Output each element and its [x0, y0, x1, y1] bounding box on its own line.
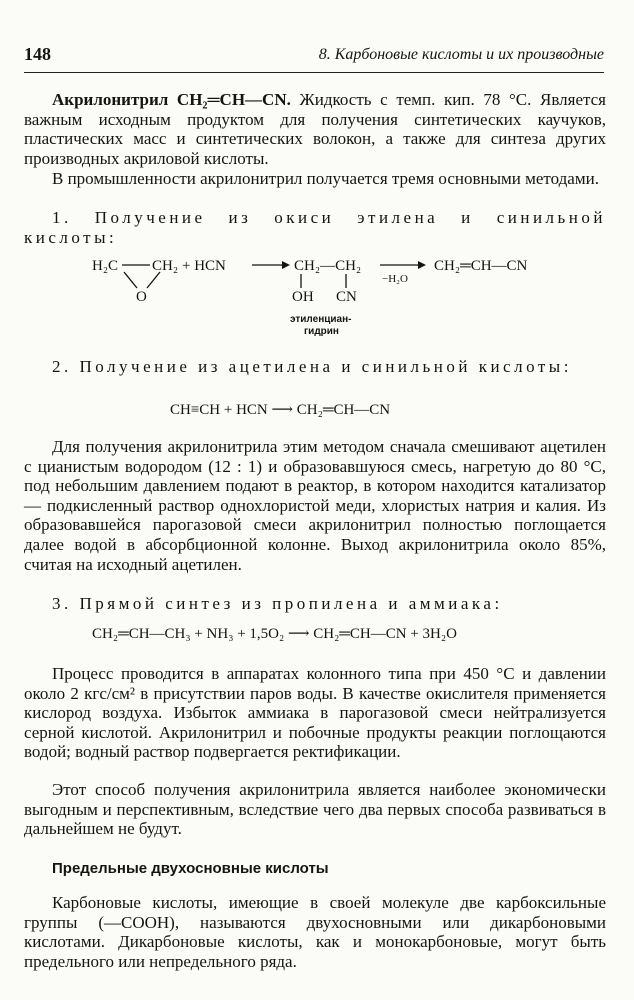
paragraph-method-3-conclusion: Этот способ получения акрилонитрила является наиболее экономически выгодным и перспективным, вследствие чего два первых способа развиваться в дальнейшем не будут. — [24, 780, 606, 839]
r1-plus-hcn: + HCN — [182, 258, 226, 274]
running-head: 8. Карбоновые кислоты и их производные — [318, 46, 604, 63]
method-3-heading: 3. Прямой синтез из пропилена и аммиака: — [52, 594, 503, 613]
header-rule — [24, 72, 604, 73]
r1-product: CH₂═CH—CN — [434, 258, 528, 274]
r2-equation: CH≡CH + HCN ⟶ CH₂═CH—CN — [170, 402, 391, 418]
reaction-1 — [0, 248, 634, 338]
method-1-heading: 1. Получение из окиси этилена и синильной кислоты: — [24, 208, 606, 247]
paragraph-method-3-process: Процесс проводится в аппаратах колонного типа при 450 °С и давлении около 2 кгс/см² в присутствии паров воды. В качестве окислителя применяется кислород воздуха. Избыток аммиака в парогазовой смеси нейтрализуется серной кислотой. Акрилонитрил и побочные продукты реакции поглощаются водой; водный раствор подвергается ректификации. — [24, 664, 606, 762]
r3-equation: CH₂═CH—CH₃ + NH₃ + 1,5O₂ ⟶ CH₂═CH—CN + 3H₂O — [92, 626, 457, 642]
r1-caption-1: этиленциан- — [290, 314, 352, 325]
r1-arrow-1-head — [282, 261, 290, 269]
r1-intermediate: CH₂—CH₂ — [294, 258, 362, 274]
acrylonitrile-lead: Акрилонитрил СН₂═СН—CN. — [52, 90, 291, 109]
page-number: 148 — [24, 44, 51, 64]
paragraph-dicarboxylic: Карбоновые кислоты, имеющие в своей молекуле две карбоксильные группы (—СООН), называются двухосновными или дикарбоновыми кислотами. Дикарбоновые кислоты, как и монокарбоновые, могут быть предельного или непредельного ряда. — [24, 893, 606, 971]
r1-epoxide-bond-right — [147, 272, 160, 288]
r1-h2c: H₂C — [92, 258, 119, 274]
paragraph-acrylonitrile — [24, 90, 606, 168]
paragraph-method-2-process: Для получения акрилонитрила этим методом сначала смешивают ацетилен с цианистым водородом (12 : 1) и образовавшуюся смесь, нагретую до 80 °С, под небольшим давлением подают в реактор, в котором находится катализатор — подкисленный раствор однохлористой меди, хлористых натрия и калия. Из образовавшейся парогазовой смеси акрилонитрил полностью поглощается далее водой в абсорбционной колонне. Выход акрилонитрила около 85%, считая на исходный ацетилен. — [24, 437, 606, 574]
r1-arrow-2-head — [418, 261, 426, 269]
paragraph-methods: В промышленности акрилонитрил получается тремя основными методами. — [52, 169, 599, 188]
section-heading: Предельные двухосновные кислоты — [52, 860, 329, 877]
acrylonitrile-text: Жидкость с темп. кип. 78 °С. Является важным исходным продуктом для получения синтетических каучуков, пластических масс и синтетических волокон, а также для синтеза других производных акриловой кислоты. — [24, 90, 606, 168]
r1-epoxide-bond-left — [124, 272, 137, 288]
r1-caption-2: гидрин — [304, 326, 339, 337]
r1-ch2: CH₂ — [152, 258, 179, 274]
r1-arrow-label: −H₂O — [382, 273, 408, 285]
r1-oh: OH — [292, 289, 314, 305]
method-2-heading: 2. Получение из ацетилена и синильной кислоты: — [52, 357, 572, 376]
r1-cn: CN — [336, 289, 357, 305]
reaction-3 — [0, 622, 634, 646]
reaction-2 — [0, 398, 634, 422]
r1-oxygen: O — [136, 289, 147, 305]
page-header — [24, 44, 604, 70]
